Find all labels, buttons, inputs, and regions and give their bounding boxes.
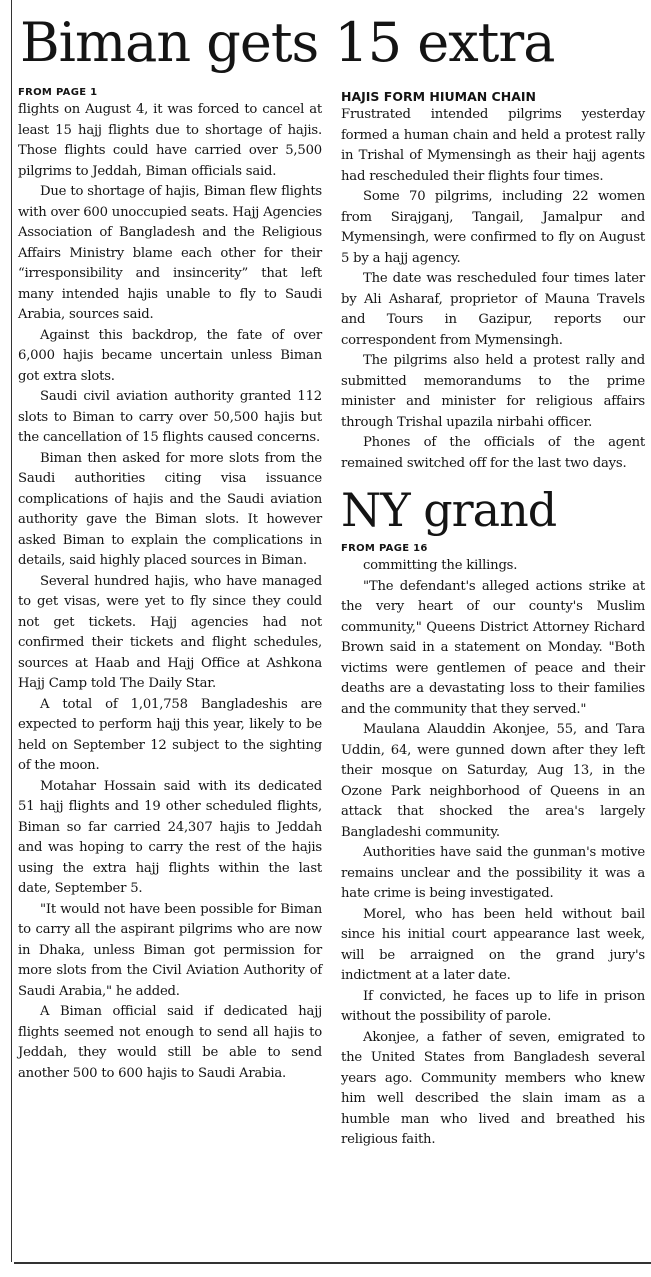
paragraph: flights on August 4, it was forced to cancel at least 15 hajj flights due to shortage of hajis. Those flights could have carried over 5,500 pilgrims to Jeddah, Biman officials said.: [18, 102, 322, 179]
kicker-from-page-1: FROM PAGE 1: [18, 87, 98, 98]
paragraph: Several hundred hajis, who have managed to get visas, were yet to fly since they could not get tickets. Hajj agencies had not confirmed their tickets and flight schedules, sources at Haab and Hajj Office at Ashkona Hajj Camp told The Daily Star.: [18, 573, 322, 691]
paragraph: If convicted, he faces up to life in prison without the possibility of parole.: [341, 988, 645, 1024]
kicker-from-page-16: FROM PAGE 16: [341, 543, 428, 554]
subhead-human-chain: HAJIS FORM HIUMAN CHAIN: [341, 89, 536, 104]
paragraph: The pilgrims also held a protest rally and submitted memorandums to the prime minister and minister for religious affairs through Trishal upazila nirbahi officer.: [341, 353, 645, 430]
paragraph: Frustrated intended pilgrims yesterday formed a human chain and held a protest rally in Trishal of Mymensingh as their hajj agents had rescheduled their flights four times.: [341, 107, 645, 184]
paragraph: Authorities have said the gunman's motive remains unclear and the possibility it was a hate crime is being investigated.: [341, 845, 645, 901]
right-column: [341, 86, 645, 1151]
left-column: [18, 86, 322, 1084]
paragraph: Saudi civil aviation authority granted 112 slots to Biman to carry over 50,500 hajis but the cancellation of 15 flights caused concerns.: [18, 389, 322, 445]
headline: Biman gets 15 extra: [20, 11, 555, 74]
column-rule-left: [11, 0, 12, 1262]
paragraph: Phones of the officials of the agent remained switched off for the last two days.: [341, 435, 645, 471]
paragraph: The date was rescheduled four times later by Ali Asharaf, proprietor of Mauna Travels and Tours in Gazipur, reports our correspondent from Mymensingh.: [341, 271, 645, 348]
paragraph: Morel, who has been held without bail since his initial court appearance last week, will be arraigned on the grand jury's indictment at a later date.: [341, 906, 645, 983]
paragraph: "It would not have been possible for Biman to carry all the aspirant pilgrims who are now in Dhaka, unless Biman got permission for more slots from the Civil Aviation Authority of Saudi Arabia," he added.: [18, 901, 322, 999]
paragraph: Against this backdrop, the fate of over 6,000 hajis became uncertain unless Biman got extra slots.: [18, 327, 322, 384]
paragraph: A total of 1,01,758 Bangladeshis are expected to perform hajj this year, likely to be held on September 12 subject to the sighting of the moon.: [18, 696, 322, 773]
paragraph: Maulana Alauddin Akonjee, 55, and Tara Uddin, 64, were gunned down after they left their mosque on Saturday, Aug 13, in the Ozone Park neighborhood of Queens in an attack that shocked the area's largely Bangladeshi community.: [341, 722, 645, 840]
ny-grand-headline: NY grand: [341, 483, 557, 537]
bottom-rule: [14, 1262, 651, 1264]
paragraph: Akonjee, a father of seven, emigrated to the United States from Bangladesh several years ago. Community members who knew him well described the slain imam as a humble man who lived and breathed his religious faith.: [341, 1029, 645, 1147]
paragraph: committing the killings.: [363, 558, 518, 573]
paragraph: A Biman official said if dedicated hajj flights seemed not enough to send all hajis to Jeddah, they would still be able to send another 500 to 600 hajis to Saudi Arabia.: [18, 1004, 322, 1081]
paragraph: Biman then asked for more slots from the Saudi authorities citing visa issuance complications of hajis and the Saudi aviation authority gave the Biman slots. It however asked Biman to explain the complications in details, said highly placed sources in Biman.: [18, 450, 322, 568]
paragraph: "The defendant's alleged actions strike at the very heart of our county's Muslim community," Queens District Attorney Richard Brown said in a statement on Monday. "Both victims were gentlemen of peace and their deaths are a devastating loss to their families and the community that they served.": [341, 578, 645, 717]
paragraph: Due to shortage of hajis, Biman flew flights with over 600 unoccupied seats. Hajj Agencies Association of Bangladesh and the Religious Affairs Ministry blame each other for their “irresponsibility and insincerity” that left many intended hajis unable to fly to Saudi Arabia, sources said.: [18, 184, 322, 322]
paragraph: Some 70 pilgrims, including 22 women from Sirajganj, Tangail, Jamalpur and Mymensingh, were confirmed to fly on August 5 by a hajj agency.: [341, 189, 645, 266]
paragraph: Motahar Hossain said with its dedicated 51 hajj flights and 19 other scheduled flights, Biman so far carried 24,307 hajis to Jeddah and was hoping to carry the rest of the hajis using the extra hajj flights within the last date, September 5.: [18, 778, 322, 896]
